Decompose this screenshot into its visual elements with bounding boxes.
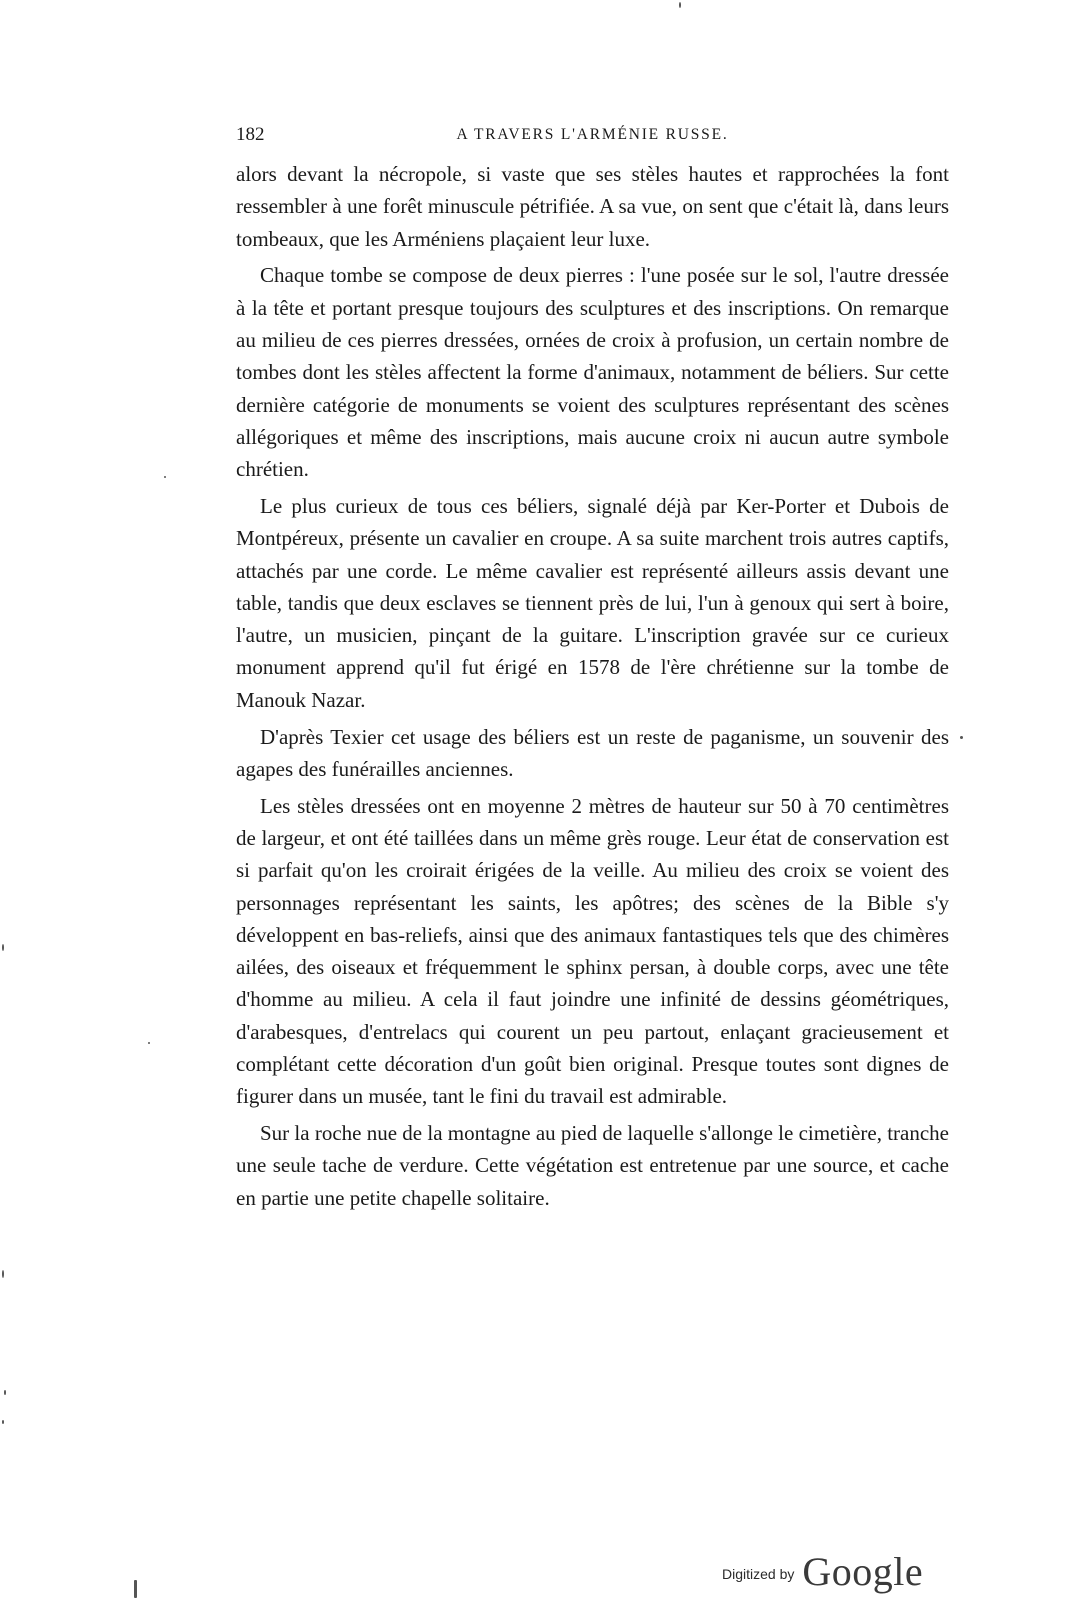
scan-speck [960,736,963,739]
paragraph-2: Chaque tombe se compose de deux pierres : l'une posée sur le sol, l'autre dressée à la tête et portant presque toujours des sculptures et des inscriptions. On remarque au milieu de ces pierres dressées, ornées de croix à profusion, un certain nombre de tombes dont les stèles affectent la forme d'animaux, notamment de béliers. Sur cette dernière catégorie de monuments se voient des sculptures représentant des scènes allégoriques et même des inscriptions, mais aucune croix ni aucun autre symbole chrétien. [236,263,949,482]
running-head [236,122,949,154]
digitized-by-label: Digitized by [722,1566,795,1582]
paragraph-6: Sur la roche nue de la montagne au pied de laquelle s'allonge le cimetière, tranche une seule tache de verdure. Cette végétation est entretenue par une source, et cache en partie une petite chapelle solitaire. [236,1121,949,1210]
book-page [236,122,949,1219]
page-number: 182 [236,124,265,145]
scan-speck [4,1390,6,1395]
google-logo: Google [802,1549,924,1594]
scan-speck [2,1420,4,1424]
scan-speck [2,944,4,951]
scan-speck [164,476,166,478]
paragraph-3: Le plus curieux de tous ces béliers, signalé déjà par Ker-Porter et Dubois de Montpéreux, présente un cavalier en croupe. A sa suite marchent trois autres captifs, attachés par une corde. Le même cavalier est représenté ailleurs assis devant une table, tandis que deux esclaves se tiennent près de lui, l'un à genoux qui sert à boire, l'autre, un musicien, pinçant de la guitare. L'inscription gravée sur ce curieux monument apprend qu'il fut érigé en 1578 de l'ère chrétienne sur la tombe de Manouk Nazar. [236,493,949,712]
scan-speck [2,1270,4,1278]
scan-speck [148,1042,150,1044]
running-title: A TRAVERS L'ARMÉNIE RUSSE. [456,126,729,143]
digitized-watermark [722,1548,923,1595]
paragraph-1: alors devant la nécropole, si vaste que ses stèles hautes et rapprochées la font ressembler à une forêt minuscule pétrifiée. A sa vue, on sent que c'était là, dans leurs tombeaux, que les Arméniens plaçaient leur luxe. [236,162,949,251]
scan-speck [679,2,681,8]
body-text [236,158,949,1214]
paragraph-4: D'après Texier cet usage des béliers est un reste de paganisme, un souvenir des agapes des funérailles anciennes. [236,724,949,781]
scan-speck [134,1580,137,1598]
paragraph-5: Les stèles dressées ont en moyenne 2 mètres de hauteur sur 50 à 70 centimètres de largeur, et ont été taillées dans un même grès rouge. Leur état de conservation est si parfait qu'on les croirait érigées de la veille. Au milieu des croix se voient des personnages représentant les saints, les apôtres; des scènes de la Bible s'y développent en bas-reliefs, ainsi que des animaux fantastiques tels que des chimères ailées, des oiseaux et fréquemment le sphinx persan, à double corps, avec une tête d'homme au milieu. A cela il faut joindre une infinité de dessins géométriques, d'arabesques, d'entrelacs qui courent un peu partout, enlaçant gracieusement et complétant cette décoration d'un goût bien original. Presque toutes sont dignes de figurer dans un musée, tant le fini du travail est admirable. [236,793,949,1109]
